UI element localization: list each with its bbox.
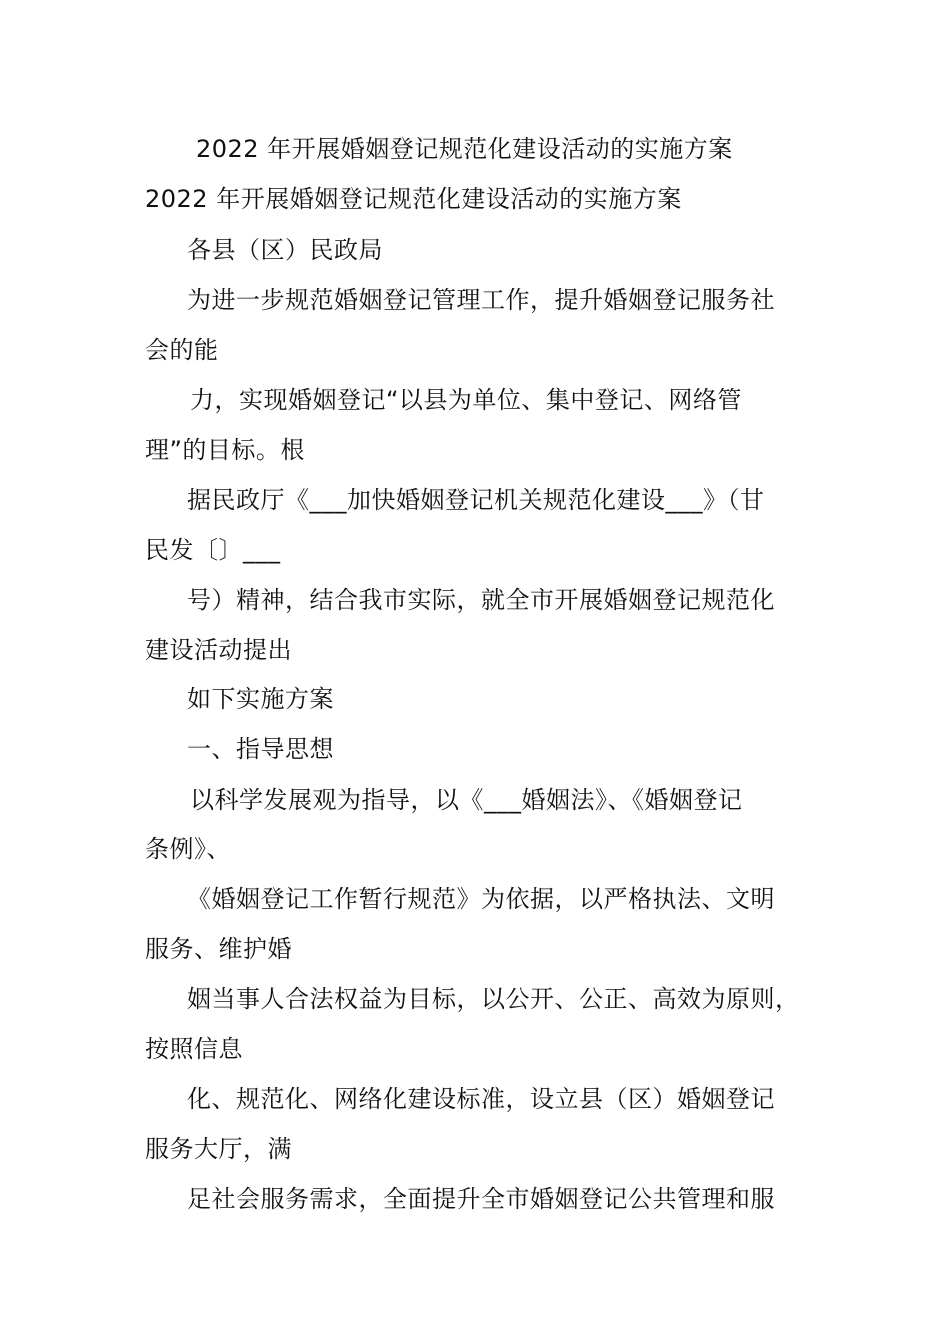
text-line: 《婚姻登记工作暂行规范》为依据，以严格执法、文明	[187, 885, 775, 913]
section-heading: 一、指导思想	[187, 735, 334, 763]
text-line: 足社会服务需求，全面提升全市婚姻登记公共管理和服	[187, 1185, 775, 1213]
text-line: 理”的目标。根	[145, 436, 305, 464]
text-line: 力，实现婚姻登记“以县为单位、集中登记、网络管	[190, 386, 742, 414]
text-line: 民发〔〕___	[145, 536, 281, 564]
document-subtitle: 2022 年开展婚姻登记规范化建设活动的实施方案	[145, 185, 682, 213]
text-line: 按照信息	[145, 1035, 243, 1063]
text-line: 服务大厅，满	[145, 1135, 292, 1163]
text-line: 化、规范化、网络化建设标准，设立县（区）婚姻登记	[187, 1085, 775, 1113]
text-line: 号）精神，结合我市实际，就全市开展婚姻登记规范化	[187, 586, 775, 614]
text-line: 会的能	[145, 336, 219, 364]
text-line: 据民政厅《___加快婚姻登记机关规范化建设___》（甘	[187, 486, 765, 514]
text-line: 如下实施方案	[187, 685, 334, 713]
text-line: 以科学发展观为指导，以《___婚姻法》、《婚姻登记	[190, 786, 743, 814]
text-line: 条例》、	[145, 835, 231, 863]
text-line: 姻当事人合法权益为目标，以公开、公正、高效为原则，	[187, 985, 800, 1013]
document-title: 2022 年开展婚姻登记规范化建设活动的实施方案	[196, 135, 733, 163]
text-line: 为进一步规范婚姻登记管理工作，提升婚姻登记服务社	[187, 286, 775, 314]
text-line: 各县（区）民政局	[187, 236, 383, 264]
text-line: 建设活动提出	[145, 636, 292, 664]
text-line: 服务、维护婚	[145, 935, 292, 963]
